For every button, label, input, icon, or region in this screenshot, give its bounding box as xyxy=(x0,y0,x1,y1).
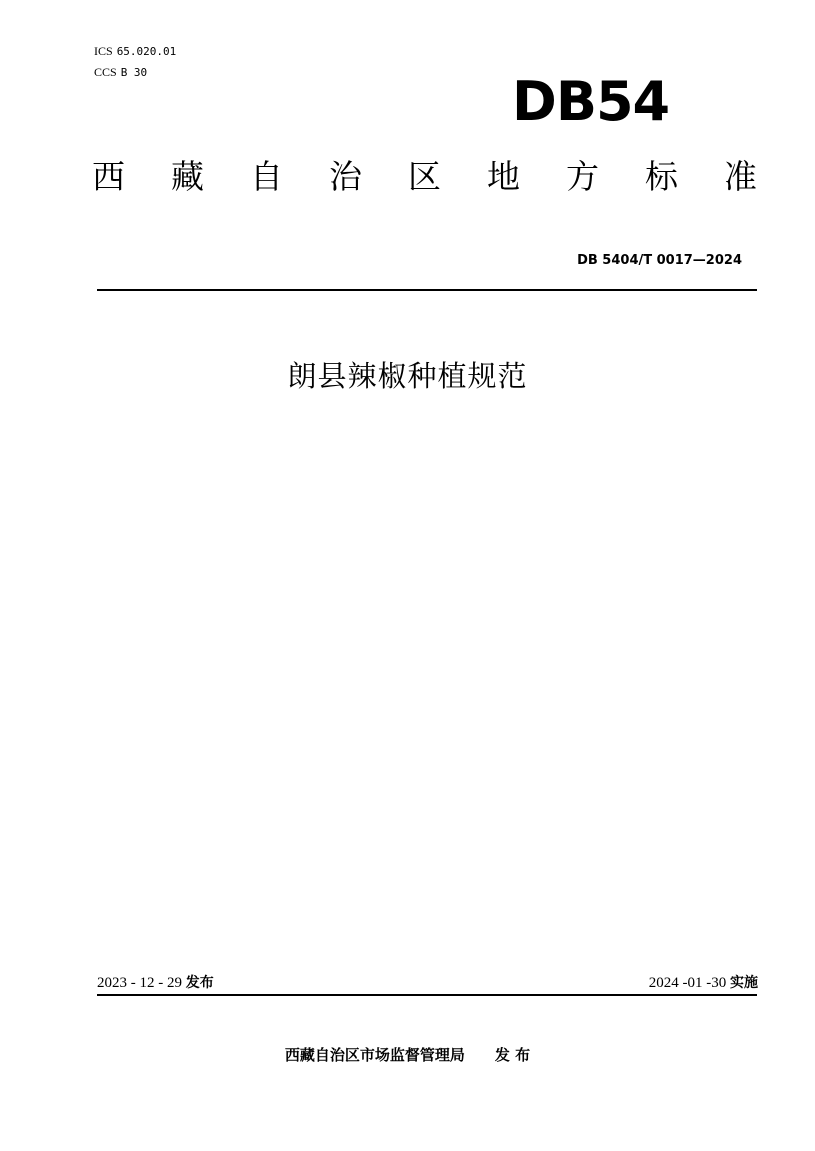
standard-type-char: 方 xyxy=(566,157,599,196)
bottom-divider xyxy=(97,994,757,996)
db54-logo: DB54 xyxy=(512,70,670,133)
ics-code: 65.020.01 xyxy=(116,45,177,58)
ics-line xyxy=(94,40,176,59)
top-divider xyxy=(97,289,757,291)
standard-number: DB 5404/T 0017—2024 xyxy=(577,253,742,268)
standard-type-char: 自 xyxy=(250,157,283,196)
standard-type-char: 藏 xyxy=(171,157,204,196)
document-title: 朗县辣椒种植规范 xyxy=(287,359,528,393)
standard-type-char: 标 xyxy=(645,157,678,196)
standard-type-char: 地 xyxy=(487,157,520,196)
implement-date: 2024 -01 -30 xyxy=(648,975,727,991)
standard-type-char: 西 xyxy=(92,157,125,196)
standard-type-char: 区 xyxy=(408,157,441,196)
standard-type-heading xyxy=(92,155,757,199)
issue-date-line xyxy=(97,972,214,992)
issue-date: 2023 - 12 - 29 xyxy=(97,975,182,991)
publisher-line xyxy=(0,1044,815,1065)
publisher-label: 发 布 xyxy=(494,1046,531,1064)
ics-label: ICS xyxy=(94,44,113,58)
implement-date-line xyxy=(649,972,758,992)
ccs-line xyxy=(94,61,147,80)
issue-label: 发布 xyxy=(185,975,214,991)
ccs-code: B 30 xyxy=(120,66,148,79)
standard-type-char: 准 xyxy=(724,157,757,196)
implement-label: 实施 xyxy=(730,975,758,991)
publisher-name: 西藏自治区市场监督管理局 xyxy=(284,1046,465,1064)
standard-type-char: 治 xyxy=(329,157,362,196)
ccs-label: CCS xyxy=(94,65,117,79)
